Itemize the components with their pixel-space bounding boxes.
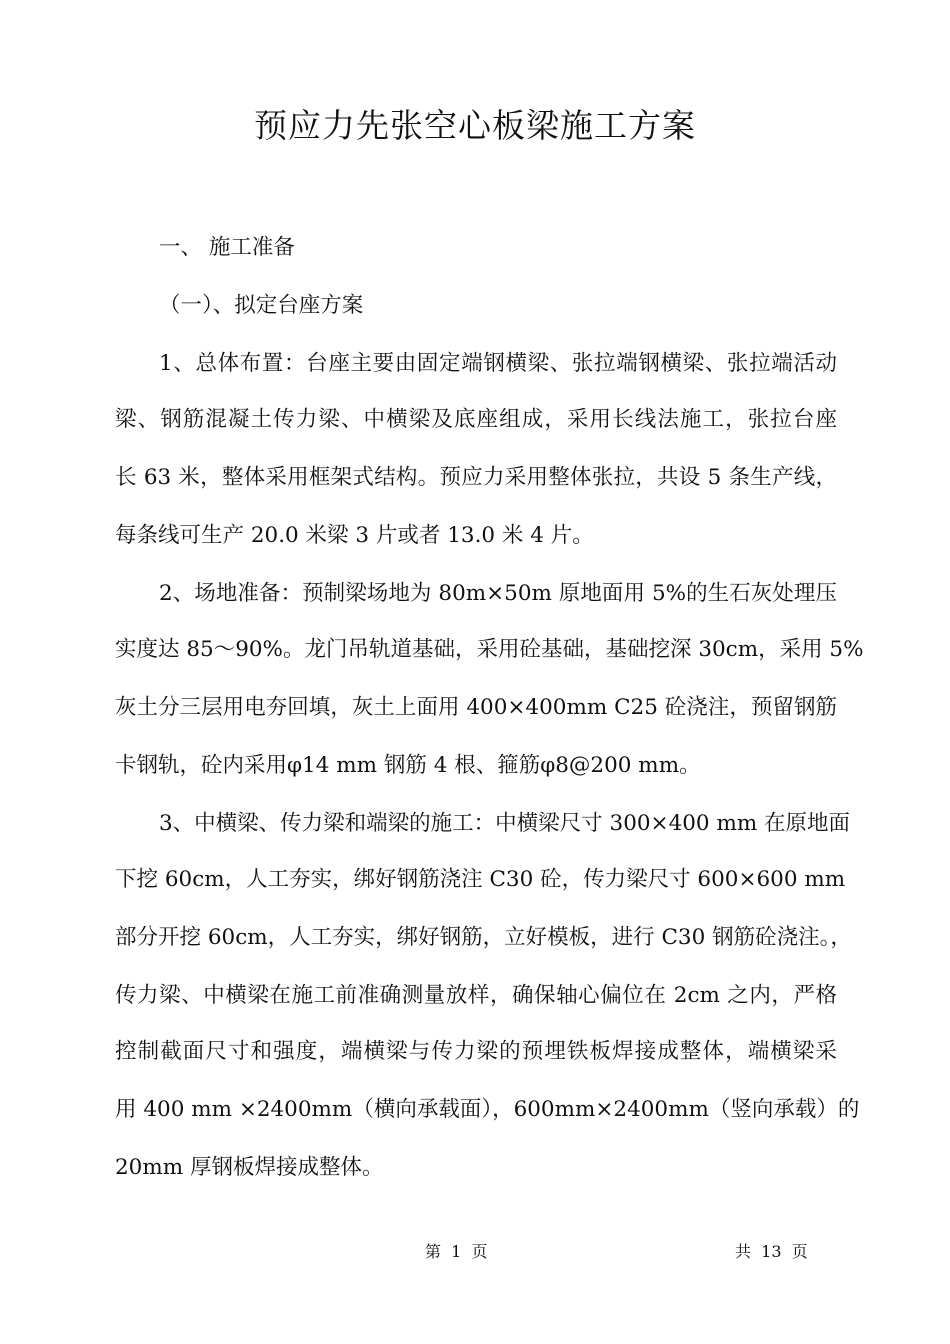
paragraph-line: 下挖 60cm，人工夯实，绑好钢筋浇注 C30 砼，传力梁尺寸 600×600 mm (115, 867, 846, 892)
paragraph-line: 卡钢轨，砼内采用φ14 mm 钢筋 4 根、箍筋φ8@200 mm。 (115, 753, 701, 778)
paragraph-line: 部分开挖 60cm，人工夯实，绑好钢筋，立好模板，进行 C30 钢筋砼浇注。， (115, 925, 852, 950)
section-heading: 一、 施工准备 (159, 235, 295, 260)
page-number: 第 1 页 (425, 1242, 488, 1261)
paragraph-line: 每条线可生产 20.0 米梁 3 片或者 13.0 米 4 片。 (115, 523, 594, 548)
document-title: 预应力先张空心板梁施工方案 (254, 106, 696, 145)
subsection-heading: （一）、拟定台座方案 (159, 293, 364, 318)
paragraph-line: 1、总体布置：台座主要由固定端钢横梁、张拉端钢横梁、张拉端活动 (159, 351, 837, 376)
paragraph-line: 实度达 85～90%。龙门吊轨道基础，采用砼基础，基础挖深 30cm，采用 5% (115, 637, 864, 662)
paragraph-line: 控制截面尺寸和强度，端横梁与传力梁的预埋铁板焊接成整体，端横梁采 (115, 1039, 837, 1064)
paragraph-line: 3、中横梁、传力梁和端梁的施工：中横梁尺寸 300×400 mm 在原地面 (159, 811, 851, 836)
paragraph-line: 2、场地准备：预制梁场地为 80m×50m 原地面用 5%的生石灰处理压 (159, 581, 837, 606)
paragraph-line: 梁、钢筋混凝土传力梁、中横梁及底座组成，采用长线法施工，张拉台座 (115, 407, 837, 432)
paragraph-line: 用 400 mm ×2400mm（横向承载面），600mm×2400mm（竖向承载）的 (115, 1097, 860, 1122)
paragraph-line: 20mm 厚钢板焊接成整体。 (115, 1155, 384, 1180)
page-total: 共 13 页 (735, 1242, 808, 1261)
paragraph-line: 传力梁、中横梁在施工前准确测量放样，确保轴心偏位在 2cm 之内，严格 (115, 983, 837, 1008)
paragraph-line: 长 63 米，整体采用框架式结构。预应力采用整体张拉，共设 5 条生产线， (115, 465, 837, 490)
paragraph-line: 灰土分三层用电夯回填，灰土上面用 400×400mm C25 砼浇注，预留钢筋 (115, 695, 837, 720)
